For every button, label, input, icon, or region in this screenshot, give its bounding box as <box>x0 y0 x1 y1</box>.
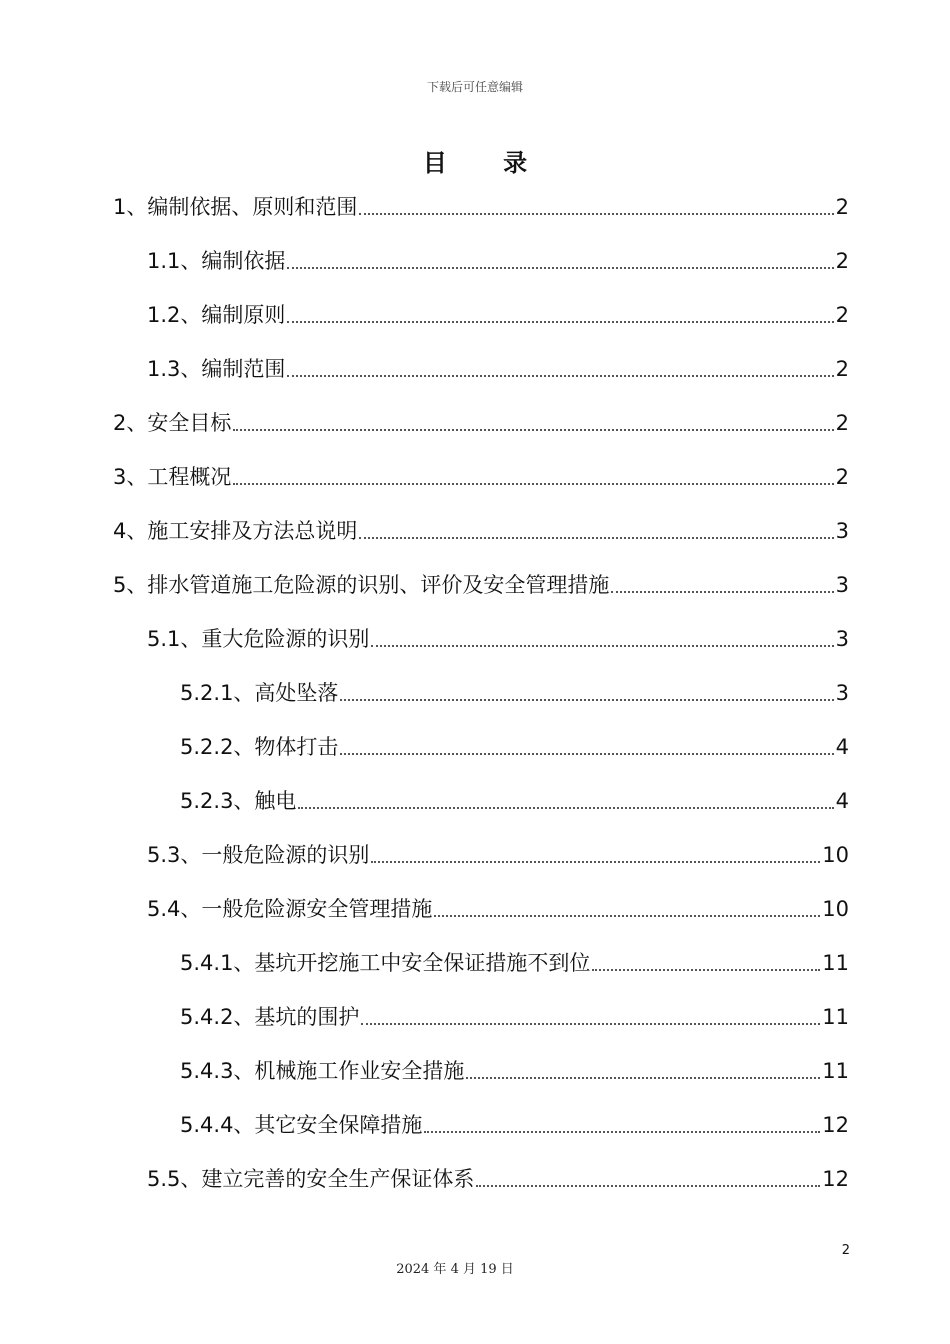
toc-entry-page: 11 <box>822 1005 849 1029</box>
toc-entry-page: 11 <box>822 951 849 975</box>
toc-dot-leader <box>233 429 833 431</box>
toc-entry[interactable] <box>180 676 849 710</box>
toc-entry-title: 5、排水管道施工危险源的识别、评价及安全管理措施 <box>113 573 610 597</box>
toc-entry-title: 1.3、编制范围 <box>147 357 286 381</box>
toc-dot-leader <box>359 213 833 215</box>
toc-entry-page: 2 <box>835 411 849 435</box>
toc-dot-leader <box>371 645 833 647</box>
toc-dot-leader <box>340 753 833 755</box>
toc-entry[interactable] <box>113 406 849 440</box>
toc-entry-page: 4 <box>835 735 849 759</box>
toc-dot-leader <box>287 321 833 323</box>
toc-entry[interactable] <box>147 244 849 278</box>
toc-entry-page: 10 <box>822 897 849 921</box>
toc-entry-page: 12 <box>822 1167 849 1191</box>
toc-entry[interactable] <box>147 622 849 656</box>
toc-entry-title: 5.4、一般危险源安全管理措施 <box>147 897 433 921</box>
toc-entry-title: 1.2、编制原则 <box>147 303 286 327</box>
toc-entry-title: 4、施工安排及方法总说明 <box>113 519 358 543</box>
toc-dot-leader <box>233 483 833 485</box>
toc-dot-leader <box>340 699 833 701</box>
toc-entry[interactable] <box>180 784 849 818</box>
toc-entry[interactable] <box>147 1162 849 1196</box>
toc-entry-title: 1.1、编制依据 <box>147 249 286 273</box>
toc-dot-leader <box>476 1185 820 1187</box>
toc-entry-page: 4 <box>835 789 849 813</box>
page-number: 2 <box>841 1243 850 1258</box>
toc-entry[interactable] <box>113 514 849 548</box>
toc-entry-page: 3 <box>835 573 849 597</box>
toc-entry[interactable] <box>180 730 849 764</box>
toc-entry-page: 3 <box>835 627 849 651</box>
toc-entry-title: 3、工程概况 <box>113 465 232 489</box>
toc-entry[interactable] <box>147 352 849 386</box>
toc-entry-page: 3 <box>835 681 849 705</box>
toc-entry-page: 12 <box>822 1113 849 1137</box>
toc-dot-leader <box>434 915 820 917</box>
toc-dot-leader <box>361 1023 820 1025</box>
toc-dot-leader <box>466 1077 820 1079</box>
toc-entry-title: 2、安全目标 <box>113 411 232 435</box>
toc-entry-page: 2 <box>835 465 849 489</box>
toc-entry[interactable] <box>180 1108 849 1142</box>
toc-entry-page: 10 <box>822 843 849 867</box>
toc-entry-title: 5.4.4、其它安全保障措施 <box>180 1113 423 1137</box>
toc-entry[interactable] <box>113 460 849 494</box>
header-note: 下载后可任意编辑 <box>426 80 523 94</box>
toc-entry-title: 5.2.3、触电 <box>180 789 297 813</box>
toc-entry-title: 5.1、重大危险源的识别 <box>147 627 370 651</box>
toc-dot-leader <box>287 267 833 269</box>
toc-entry-page: 11 <box>822 1059 849 1083</box>
toc-entry[interactable] <box>180 1000 849 1034</box>
toc-dot-leader <box>611 591 833 593</box>
toc-entry-page: 2 <box>835 249 849 273</box>
toc-entry[interactable] <box>147 838 849 872</box>
toc-entry-page: 3 <box>835 519 849 543</box>
toc-entry[interactable] <box>147 298 849 332</box>
toc-entry[interactable] <box>113 568 849 602</box>
toc-entry-title: 5.3、一般危险源的识别 <box>147 843 370 867</box>
toc-entry[interactable] <box>180 946 849 980</box>
toc-entry-page: 2 <box>835 357 849 381</box>
toc-title: 目 录 <box>422 149 552 177</box>
toc-dot-leader <box>424 1131 820 1133</box>
footer-date: 2024 年 4 月 19 日 <box>396 1262 514 1277</box>
toc-entry-title: 5.4.2、基坑的围护 <box>180 1005 360 1029</box>
toc-entry[interactable] <box>180 1054 849 1088</box>
toc-entry[interactable] <box>113 190 849 224</box>
toc-entry-page: 2 <box>835 303 849 327</box>
toc-entry-title: 5.2.2、物体打击 <box>180 735 339 759</box>
toc-dot-leader <box>371 861 820 863</box>
toc-entry-title: 5.2.1、高处坠落 <box>180 681 339 705</box>
toc-entry-title: 1、编制依据、原则和范围 <box>113 195 358 219</box>
toc-entry-page: 2 <box>835 195 849 219</box>
toc-dot-leader <box>287 375 833 377</box>
toc-dot-leader <box>592 969 820 971</box>
toc-dot-leader <box>359 537 833 539</box>
toc-entry-title: 5.5、建立完善的安全生产保证体系 <box>147 1167 475 1191</box>
toc-entry-title: 5.4.3、机械施工作业安全措施 <box>180 1059 465 1083</box>
toc-dot-leader <box>298 807 833 809</box>
toc-entry-title: 5.4.1、基坑开挖施工中安全保证措施不到位 <box>180 951 591 975</box>
toc-entry[interactable] <box>147 892 849 926</box>
